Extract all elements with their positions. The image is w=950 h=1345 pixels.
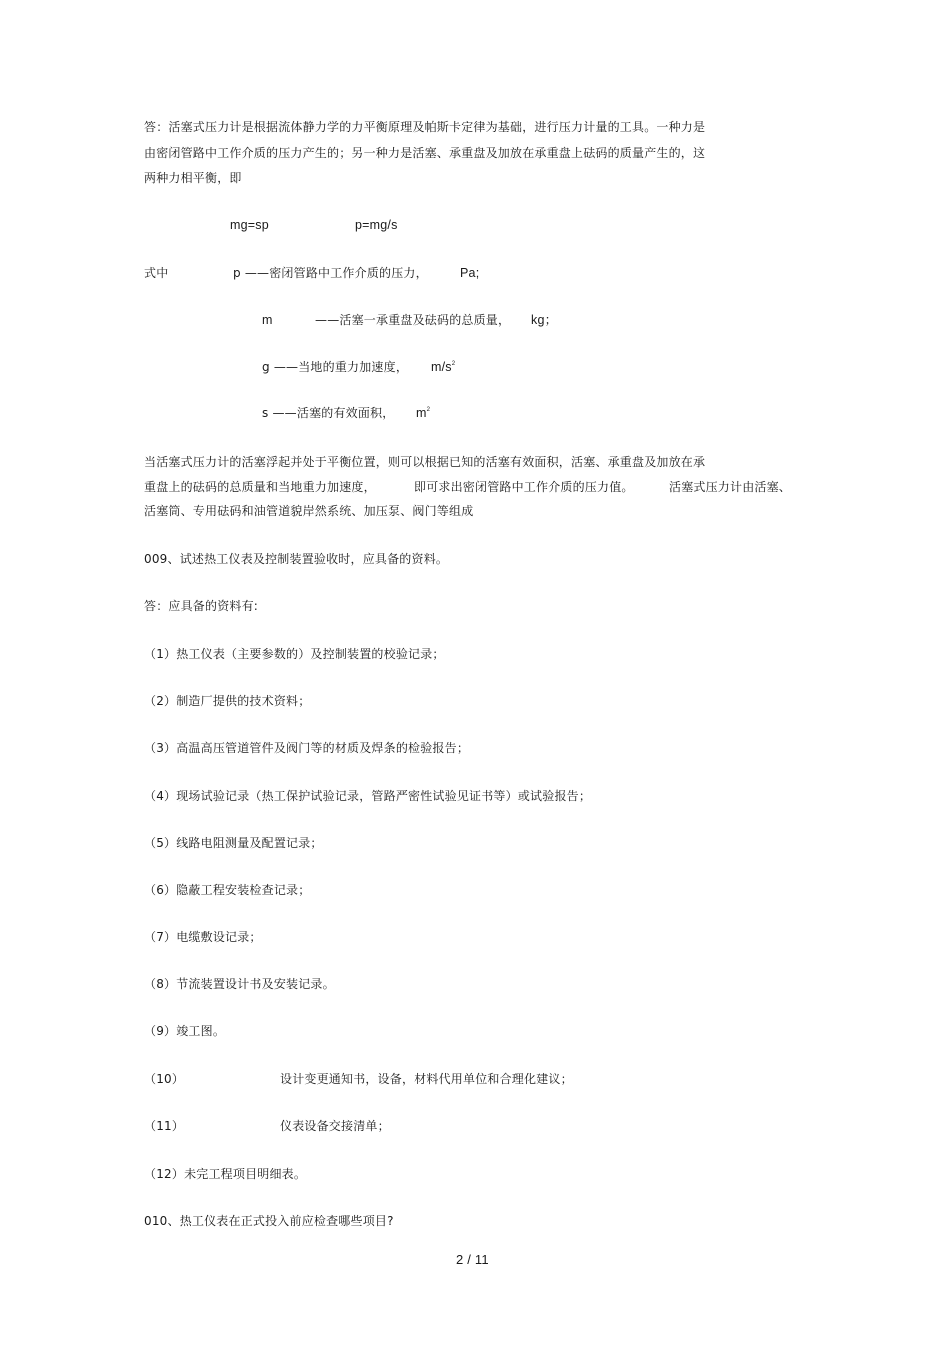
- list-item: （2）制造厂提供的技术资料；: [144, 694, 311, 708]
- list-item: （5）线路电阻测量及配置记录；: [144, 836, 323, 850]
- list-item: （6）隐蔽工程安装检查记录；: [144, 883, 311, 897]
- intro-line-3: 两种力相平衡，即: [144, 171, 242, 185]
- explanation-line-2c: 活塞式压力计由活塞、: [669, 480, 792, 494]
- variable-s-unit: [416, 405, 430, 421]
- list-item: （3）高温高压管道管件及阀门等的材质及焊条的检验报告；: [144, 741, 470, 755]
- explanation-line-3: 活塞筒、专用砝码和油管道貌岸然系统、加压泵、阀门等组成: [144, 504, 474, 518]
- list-item: （9）竣工图。: [144, 1024, 226, 1038]
- question-010: 010、热工仪表在正式投入前应检查哪些项目?: [144, 1214, 394, 1228]
- variable-p-unit: Pa;: [460, 266, 480, 280]
- variable-m-unit: kg；: [531, 313, 558, 327]
- answer-009-intro: 答：应具备的资料有:: [144, 599, 259, 613]
- variable-p-description: p ——密闭管路中工作介质的压力，: [233, 266, 428, 280]
- explanation-line-2a: 重盘上的砝码的总质量和当地重力加速度，: [144, 480, 376, 494]
- formula-p-mg-s: p=mg/s: [355, 218, 398, 232]
- list-item-11-number: （11）: [144, 1119, 185, 1133]
- variable-g-unit-exponent: 2: [451, 361, 456, 367]
- list-item: （12）未完工程项目明细表。: [144, 1167, 307, 1181]
- list-item: （4）现场试验记录（热工保护试验记录，管路严密性试验见证书等）或试验报告；: [144, 789, 592, 803]
- variables-label: 式中: [144, 266, 169, 280]
- intro-line-2: 由密闭管路中工作介质的压力产生的；另一种力是活塞、承重盘及加放在承重盘上砝码的质量产生的，这: [144, 146, 706, 160]
- list-item: （8）节流装置设计书及安装记录。: [144, 977, 335, 991]
- variable-g-unit: [431, 359, 455, 375]
- variable-m-description: ——活塞一承重盘及砝码的总质量，: [315, 313, 511, 327]
- variable-g-unit-base: m/s: [431, 360, 452, 374]
- variable-s-description: s ——活塞的有效面积，: [262, 406, 395, 420]
- variable-s-unit-base: m: [416, 406, 427, 420]
- explanation-line-2b: 即可求出密闭管路中工作介质的压力值。: [414, 480, 634, 494]
- intro-line-1: 答：活塞式压力计是根据流体静力学的力平衡原理及帕斯卡定律为基础，进行压力计量的工具。一种力是: [144, 120, 706, 134]
- variable-g-description: g ——当地的重力加速度，: [262, 360, 409, 374]
- list-item: （1）热工仪表（主要参数的）及控制装置的校验记录；: [144, 647, 445, 661]
- list-item: （7）电缆敷设记录；: [144, 930, 262, 944]
- list-item-11-text: 仪表设备交接清单；: [280, 1119, 390, 1133]
- page-number: 2 / 11: [456, 1252, 489, 1267]
- explanation-line-1: 当活塞式压力计的活塞浮起并处于平衡位置，则可以根据已知的活塞有效面积，活塞、承重盘及加放在承: [144, 455, 706, 469]
- list-item-10-number: （10）: [144, 1072, 185, 1086]
- question-009: 009、试述热工仪表及控制装置验收时，应具备的资料。: [144, 552, 449, 566]
- variable-s-unit-exponent: 2: [426, 407, 431, 413]
- variable-m-symbol: m: [262, 313, 273, 327]
- formula-mg-sp: mg=sp: [230, 218, 269, 232]
- list-item-10-text: 设计变更通知书，设备，材料代用单位和合理化建议；: [280, 1072, 573, 1086]
